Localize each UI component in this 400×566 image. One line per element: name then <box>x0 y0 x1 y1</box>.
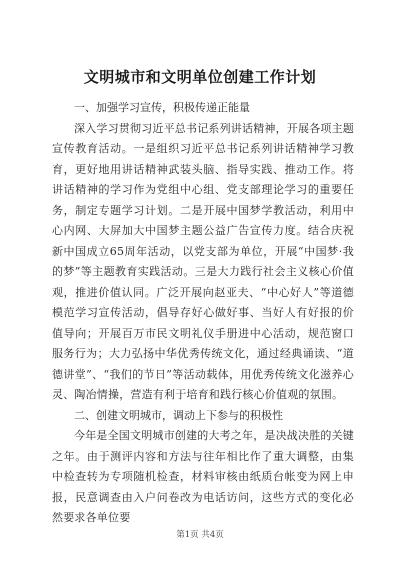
section-2-paragraph: 今年是全国文明城市创建的大考之年，是决战决胜的关键之年。由于测评内容和方法与往年相比作了重大调整，由集中检查转为专项随机检查，材料审核由纸质台帐变为网上申报，民意调查由入户问卷改为电话访问，这些方式的变化必然要求各单位要 <box>52 429 354 524</box>
page-footer: 第1页 共4页 <box>176 530 224 540</box>
document-title: 文明城市和文明单位创建工作计划 <box>83 68 317 86</box>
section-1-paragraph: 深入学习贯彻习近平总书记系列讲话精神，开展各项主题宣传教育活动。一是组织习近平总书记系列讲话精神学习教育，更好地用讲话精神武装头脑、指导实践、推动工作。将讲话精神的学习作为党组中心组、党支部理论学习的重要任务，制定专题学习计划。二是开展中国梦学教活动，利用中心内网、大屏加大中国梦主题公益广告宣传力度。结合庆祝新中国成立65周年活动，以党支部为单位，开展“中国梦·我的梦”等主题教育实践活动。三是大力践行社会主义核心价值观，推进价值认同。广泛开展向赵亚夫、“中心好人”等道德模范学习宣传活动，倡导存好心做好事、当好人有好报的价值导向；开展百万市民文明礼仪手册进中心活动，规范窗口服务行为；大力弘扬中华优秀传统文化，通过经典诵读、“道德讲堂”、“我们的节日”等活动载体，用优秀传统文化滋养心灵、陶冶情操，营造有利于培育和践行核心价值观的氛围。 <box>52 121 354 401</box>
section-1-heading: 一、加强学习宣传，积极传递正能量 <box>74 101 250 114</box>
document-body <box>52 98 354 529</box>
section-2-heading: 二、创建文明城市，调动上下参与的积极性 <box>74 408 283 422</box>
